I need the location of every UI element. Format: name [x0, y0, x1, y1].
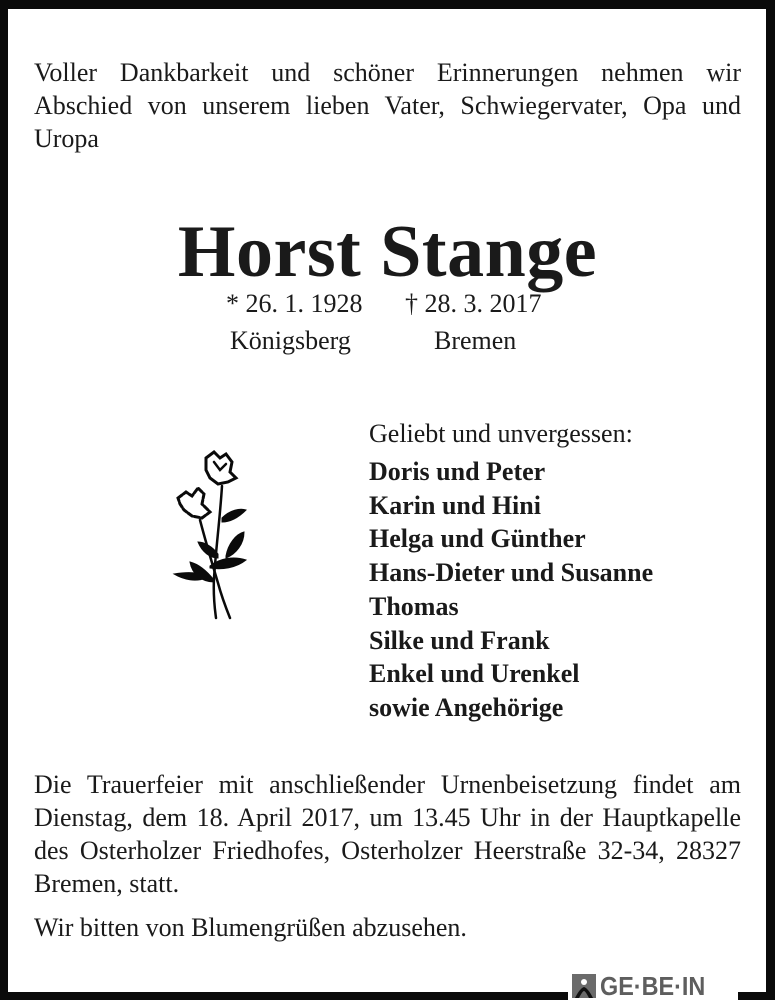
mourner-name: Enkel und Urenkel: [369, 659, 580, 689]
death-date: † 28. 3. 2017: [405, 289, 542, 318]
service-details: Die Trauerfeier mit anschließender Urnenbeisetzung findet am Dienstag, dem 18. April 2017, um 13.45 Uhr in der Hauptkapelle des Osterholzer Friedhofes, Osterholzer Heerstraße 32-34, 28327 Bremen, statt.: [34, 770, 741, 898]
mourner-name: Helga und Günther: [369, 524, 586, 554]
mourner-name: Hans-Dieter und Susanne: [369, 558, 654, 588]
mourner-name: Thomas: [369, 591, 459, 621]
mourners-heading: Geliebt und unvergessen:: [369, 419, 633, 448]
mourner-name: Silke und Frank: [369, 625, 550, 655]
birth-place: Königsberg: [230, 326, 351, 355]
mourner-name: Doris und Peter: [369, 457, 546, 486]
deceased-name: Horst Stange: [177, 211, 598, 293]
logo-text: GE·BE·IN: [600, 971, 706, 1001]
mourners-list: [369, 455, 653, 725]
mourner-name: sowie Angehörige: [369, 692, 564, 722]
gebein-logo: [572, 972, 717, 1000]
mourner-name: Karin und Hini: [369, 490, 541, 520]
intro-text: Voller Dankbarkeit und schöner Erinnerungen nehmen wir Abschied von unserem lieben Vater, Schwiegervater, Opa und Uropa: [34, 58, 741, 153]
rose-icon: [170, 448, 255, 623]
gebein-figure-icon: [572, 974, 596, 998]
birth-date: * 26. 1. 1928: [226, 289, 363, 318]
flowers-note: Wir bitten von Blumengrüßen abzusehen.: [34, 913, 467, 942]
death-place: Bremen: [434, 326, 517, 355]
